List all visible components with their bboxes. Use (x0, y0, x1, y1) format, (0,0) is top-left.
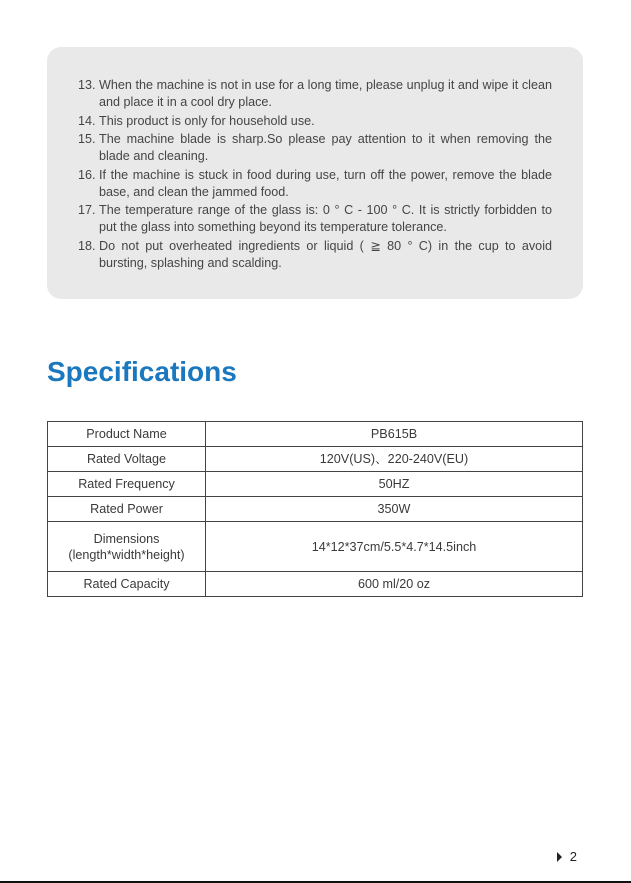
notice-text: This product is only for household use. (99, 113, 315, 128)
table-row (48, 572, 583, 597)
spec-label: Product Name (48, 422, 206, 447)
specifications-table (47, 421, 583, 597)
notice-item (78, 202, 552, 236)
spec-label: Rated Frequency (48, 472, 206, 497)
table-row (48, 422, 583, 447)
spec-label-cell (48, 522, 206, 572)
notice-number: 14. (78, 113, 96, 128)
safety-notices-box (47, 47, 583, 299)
triangle-right-icon (557, 852, 562, 862)
notice-item (78, 113, 552, 130)
notice-item (78, 131, 552, 165)
notice-text: The machine blade is sharp.So please pay attention to it when removing the blade and cleaning. (99, 132, 552, 163)
spec-value: 600 ml/20 oz (206, 572, 583, 597)
spec-value: 14*12*37cm/5.5*4.7*14.5inch (206, 522, 583, 572)
notice-number: 16. (78, 167, 96, 182)
spec-value: PB615B (206, 422, 583, 447)
spec-label: Rated Capacity (48, 572, 206, 597)
spec-label: Rated Voltage (48, 447, 206, 472)
page-number: 2 (569, 849, 577, 864)
table-row (48, 472, 583, 497)
spec-value: 350W (206, 497, 583, 522)
page-indicator (557, 849, 577, 864)
notice-number: 13. (78, 78, 96, 92)
table-row (48, 447, 583, 472)
notice-number: 15. (78, 132, 96, 146)
notice-text: If the machine is stuck in food during use, turn off the power, remove the blade base, and clean the jammed food. (99, 167, 552, 199)
table-row (48, 497, 583, 522)
spec-label-subtext: (length*width*height) (68, 547, 185, 562)
notice-item (78, 167, 552, 201)
notice-number: 17. (78, 203, 96, 217)
safety-notices-list (78, 77, 552, 272)
spec-label: Rated Power (48, 497, 206, 522)
notice-number: 18. (78, 238, 96, 253)
spec-value: 120V(US)、220-240V(EU) (206, 447, 583, 472)
notice-text: The temperature range of the glass is: 0 ° C - 100 ° C. It is strictly forbidden to put the glass into something beyond its temperature tolerance. (99, 203, 552, 234)
notice-text: Do not put overheated ingredients or liquid ( ≧ 80 ° C) in the cup to avoid bursting, splashing and scalding. (99, 238, 552, 270)
notice-item (78, 238, 552, 272)
spec-value: 50HZ (206, 472, 583, 497)
specifications-title: Specifications (47, 356, 237, 387)
spec-label: Dimensions (93, 531, 160, 546)
notice-item (78, 77, 552, 111)
table-row (48, 522, 583, 572)
notice-text: When the machine is not in use for a long time, please unplug it and wipe it clean and place it in a cool dry place. (99, 78, 552, 109)
